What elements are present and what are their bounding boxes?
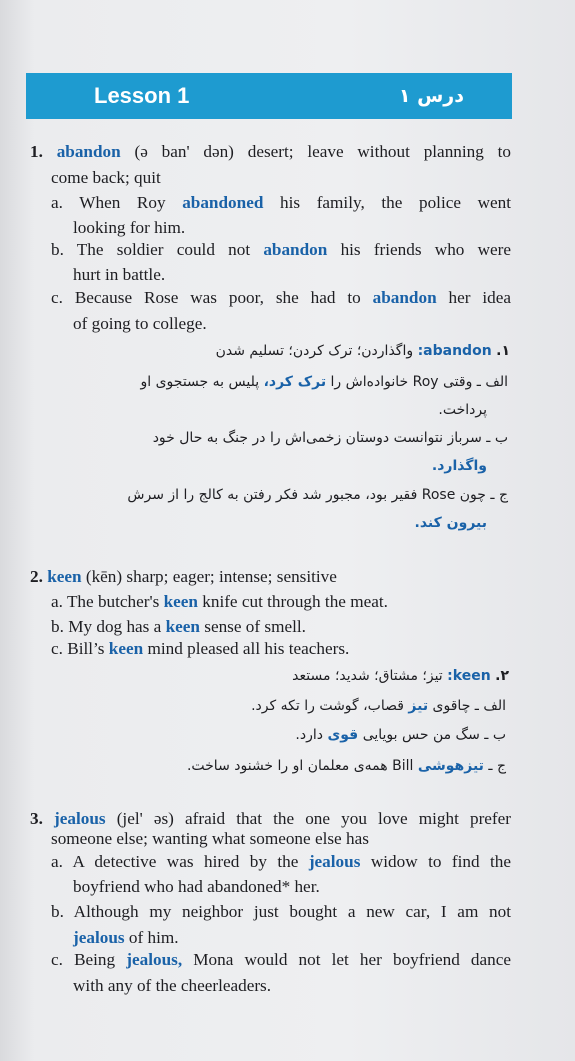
fa-example-a-cont: پرداخت. bbox=[438, 402, 487, 418]
example-text: The soldier could not bbox=[76, 240, 251, 259]
example-label: b. bbox=[51, 617, 64, 636]
example-text: Mona would not let her boyfriend dance bbox=[193, 950, 512, 969]
example-keyword: abandon bbox=[372, 288, 437, 307]
example-c-cont: with any of the cheerleaders. bbox=[73, 976, 272, 995]
pronunciation: (jel' əs) bbox=[116, 809, 174, 828]
fa-keyword: بیرون کند. bbox=[414, 515, 487, 531]
example-text: Although my neighbor just bought a new car, I am not bbox=[73, 902, 511, 921]
fa-keyword: قوی bbox=[327, 727, 359, 743]
example-keyword: jealous, bbox=[126, 950, 183, 969]
fa-example-b: ب ـ سرباز نتوانست دوستان زخمی‌اش را در جنگ به حال خود bbox=[152, 430, 508, 446]
fa-text: دارد. bbox=[295, 727, 323, 743]
fa-example-b bbox=[295, 725, 506, 745]
example-a-cont: boyfriend who had abandoned* her. bbox=[73, 877, 320, 896]
example-label: a. bbox=[51, 852, 63, 871]
example-text: of him. bbox=[128, 928, 179, 947]
lesson-title-en: Lesson 1 bbox=[94, 83, 190, 108]
example-text: knife cut through the meat. bbox=[202, 592, 388, 611]
fa-example-c bbox=[187, 756, 506, 776]
fa-number: ۲. bbox=[495, 668, 509, 684]
example-text: A detective was hired by the bbox=[72, 852, 299, 871]
example-c bbox=[51, 288, 511, 308]
lesson-banner bbox=[26, 73, 512, 119]
example-b-cont: hurt in battle. bbox=[73, 265, 166, 284]
fa-text: الف ـ وقتی Roy خانواده‌اش را bbox=[330, 374, 508, 390]
example-keyword: keen bbox=[163, 592, 198, 611]
entry-word: abandon bbox=[56, 142, 121, 161]
fa-text: ج ـ bbox=[488, 758, 506, 774]
fa-number: ۱. bbox=[496, 343, 510, 359]
fa-keyword: keen: bbox=[447, 668, 491, 684]
entry-1-headline bbox=[30, 142, 511, 162]
fa-definition: تیز؛ مشتاق؛ شدید؛ مستعد bbox=[292, 668, 443, 684]
example-b-cont bbox=[73, 928, 179, 948]
fa-headline bbox=[216, 341, 510, 361]
entry-3-headline bbox=[30, 809, 511, 829]
fa-definition: واگذاردن؛ ترک کردن؛ تسلیم شدن bbox=[215, 343, 414, 359]
example-keyword: jealous bbox=[308, 852, 361, 871]
example-text: When Roy bbox=[79, 193, 166, 212]
example-b bbox=[51, 902, 511, 922]
fa-text: الف ـ چاقوی bbox=[432, 698, 506, 714]
definition: sharp; eager; intense; sensitive bbox=[126, 567, 337, 586]
definition: afraid that the one you love might prefer bbox=[185, 809, 512, 828]
entry-number: 1. bbox=[30, 142, 43, 161]
example-text: mind pleased all his teachers. bbox=[147, 639, 350, 658]
example-label: c. bbox=[51, 950, 63, 969]
entry-word: jealous bbox=[54, 809, 106, 828]
example-keyword: jealous bbox=[73, 928, 125, 947]
fa-text: Bill همه‌ی معلمان او را خشنود ساخت. bbox=[186, 758, 414, 774]
example-label: a. bbox=[51, 592, 63, 611]
example-c bbox=[51, 950, 511, 970]
example-text: her idea bbox=[448, 288, 512, 307]
fa-example-a bbox=[251, 696, 506, 716]
example-label: c. bbox=[51, 288, 63, 307]
fa-example-b-cont bbox=[432, 456, 487, 476]
example-text: Because Rose was poor, she had to bbox=[74, 288, 361, 307]
entry-number: 3. bbox=[30, 809, 43, 828]
example-text: Being bbox=[74, 950, 116, 969]
fa-text: ب ـ سگ من حس بویایی bbox=[362, 727, 506, 743]
example-a bbox=[51, 852, 511, 872]
fa-example-c: ج ـ چون Rose فقیر بود، مجبور شد فکر رفتن به کالج را از سرش bbox=[127, 487, 508, 503]
example-text: widow to find the bbox=[370, 852, 512, 871]
entry-2-headline bbox=[30, 567, 337, 587]
example-a-cont: looking for him. bbox=[73, 218, 186, 237]
example-text: The butcher's bbox=[66, 592, 160, 611]
example-keyword: keen bbox=[165, 617, 200, 636]
example-text: his friends who were bbox=[340, 240, 511, 259]
fa-example-a bbox=[141, 372, 509, 392]
example-b bbox=[51, 617, 306, 637]
fa-keyword: تیز bbox=[408, 698, 429, 714]
example-keyword: abandoned bbox=[182, 193, 264, 212]
pronunciation: (ə ban' dən) bbox=[134, 142, 234, 161]
fa-text: قصاب، گوشت را تکه کرد. bbox=[251, 698, 404, 714]
example-text: Bill’s bbox=[67, 639, 105, 658]
fa-keyword: ترک کرد، bbox=[263, 374, 327, 390]
example-keyword: keen bbox=[108, 639, 144, 658]
example-keyword: abandon bbox=[263, 240, 328, 259]
example-text: My dog has a bbox=[68, 617, 162, 636]
example-label: a. bbox=[51, 193, 63, 212]
example-label: b. bbox=[51, 240, 64, 259]
lesson-title-fa: درس ۱ bbox=[398, 85, 464, 107]
example-b bbox=[51, 240, 511, 260]
fa-keyword: تیزهوشی bbox=[417, 758, 484, 774]
example-a bbox=[51, 592, 388, 612]
entry-number: 2. bbox=[30, 567, 43, 586]
example-label: c. bbox=[51, 639, 63, 658]
definition-cont: come back; quit bbox=[51, 168, 161, 187]
fa-keyword: abandon: bbox=[417, 343, 492, 359]
fa-keyword: واگذارد. bbox=[431, 458, 487, 474]
pronunciation: (kēn) bbox=[85, 567, 123, 586]
example-text: his family, the police went bbox=[280, 193, 511, 212]
fa-headline bbox=[292, 666, 509, 686]
example-c bbox=[51, 639, 349, 659]
example-c-cont: of going to college. bbox=[73, 314, 207, 333]
definition-cont: someone else; wanting what someone else has bbox=[51, 829, 369, 848]
fa-text: پلیس به جستجوی او bbox=[140, 374, 260, 390]
definition: desert; leave without planning to bbox=[247, 142, 512, 161]
example-label: b. bbox=[51, 902, 64, 921]
example-a bbox=[51, 193, 511, 213]
fa-example-c-cont bbox=[415, 513, 487, 533]
example-text: sense of smell. bbox=[204, 617, 306, 636]
entry-word: keen bbox=[47, 567, 82, 586]
